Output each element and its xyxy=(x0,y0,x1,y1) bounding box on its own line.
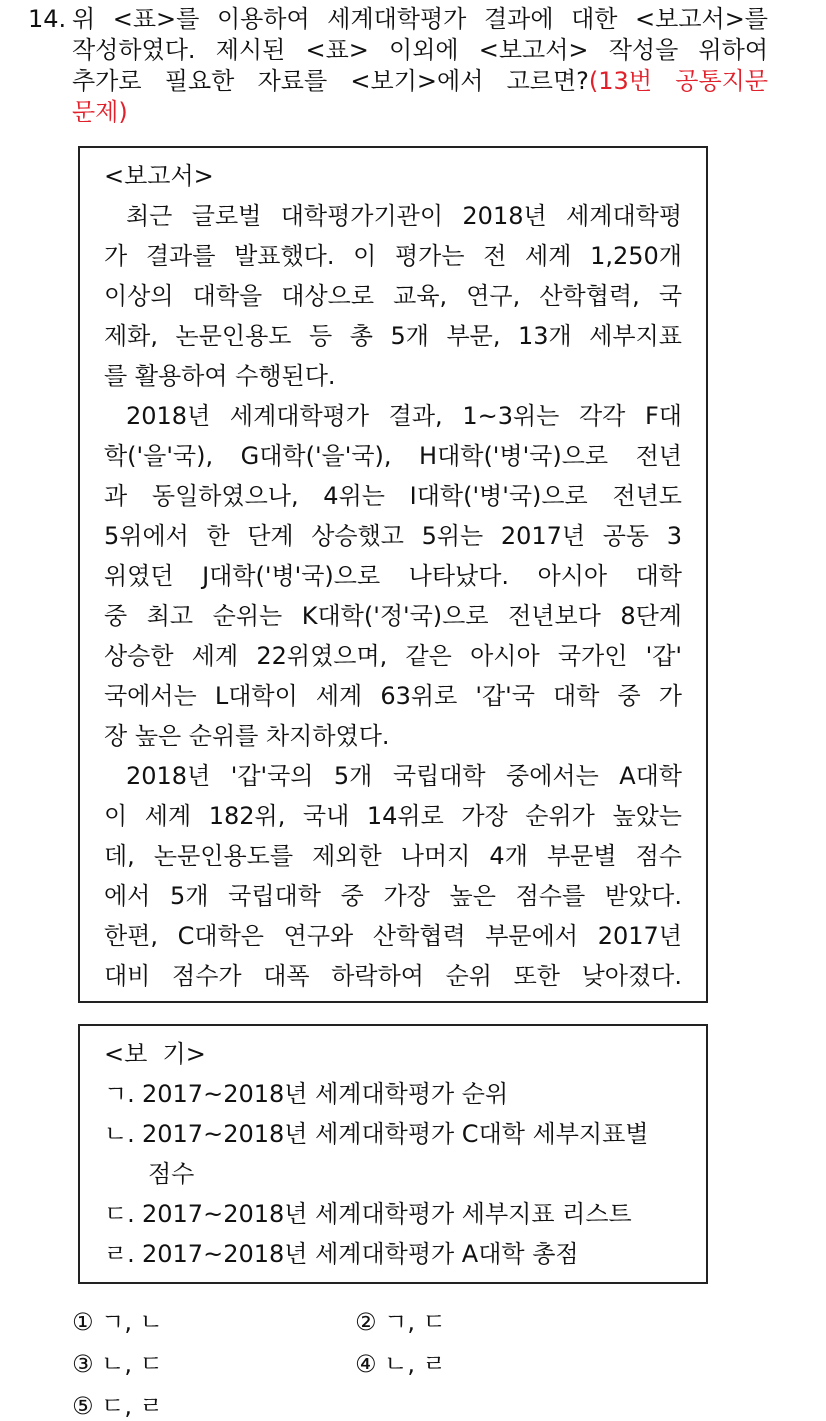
report-line: 중 최고 순위는 K대학('정'국)으로 전년보다 8단계 xyxy=(104,602,682,630)
bogi-item xyxy=(104,1074,682,1114)
report-line: 학('을'국), G대학('을'국), H대학('병'국)으로 전년 xyxy=(104,442,682,470)
question-line xyxy=(72,66,768,97)
choice-4[interactable]: ④ ㄴ, ㄹ xyxy=(355,1350,446,1378)
question xyxy=(28,4,768,128)
report-title: <보고서> xyxy=(104,162,214,190)
bogi-mark: ㄷ. xyxy=(104,1200,135,1228)
report-line: 상승한 세계 22위였으며, 같은 아시아 국가인 '갑' xyxy=(104,642,682,670)
bogi-item xyxy=(104,1234,682,1274)
report-line: 장 높은 순위를 차지하였다. xyxy=(104,722,390,750)
report-line: 이상의 대학을 대상으로 교육, 연구, 산학협력, 국 xyxy=(104,282,682,310)
report-line: 과 동일하였으나, 4위는 I대학('병'국)으로 전년도 xyxy=(104,482,682,510)
bogi-mark: ㄹ. xyxy=(104,1240,135,1268)
bogi-title: <보 기> xyxy=(104,1040,206,1068)
report-line: 이 세계 182위, 국내 14위로 가장 순위가 높았는 xyxy=(104,802,682,830)
report-line: 한편, C대학은 연구와 산학협력 부문에서 2017년 xyxy=(104,922,682,950)
choice-5[interactable]: ⑤ ㄷ, ㄹ xyxy=(72,1392,163,1420)
bogi-item xyxy=(104,1114,682,1154)
question-note-cont: 문제) xyxy=(72,98,128,126)
question-line: 작성하였다. 제시된 <표> 이외에 <보고서> 작성을 위하여 xyxy=(72,36,768,64)
report-line: 위였던 J대학('병'국)으로 나타났다. 아시아 대학 xyxy=(104,562,682,590)
report-line: 데, 논문인용도를 제외한 나머지 4개 부문별 점수 xyxy=(104,842,682,870)
bogi-mark: ㄱ. xyxy=(104,1080,135,1108)
question-note: (13번 공통지문 xyxy=(588,67,768,95)
bogi-text: 2017~2018년 세계대학평가 A대학 총점 xyxy=(142,1240,579,1268)
choice-2[interactable]: ② ㄱ, ㄷ xyxy=(355,1308,446,1336)
choice-1[interactable]: ① ㄱ, ㄴ xyxy=(72,1308,163,1336)
report-line: 제화, 논문인용도 등 총 5개 부문, 13개 세부지표 xyxy=(104,322,682,350)
report-line: 2018년 '갑'국의 5개 국립대학 중에서는 A대학 xyxy=(126,762,682,790)
choice-3[interactable]: ③ ㄴ, ㄷ xyxy=(72,1350,163,1378)
report-line: 대비 점수가 대폭 하락하여 순위 또한 낮아졌다. xyxy=(104,962,682,990)
question-line: 위 <표>를 이용하여 세계대학평가 결과에 대한 <보고서>를 xyxy=(72,5,768,33)
bogi-text: 2017~2018년 세계대학평가 순위 xyxy=(142,1080,509,1108)
report-box xyxy=(78,146,708,1003)
bogi-item xyxy=(104,1194,682,1234)
bogi-item-cont: 점수 xyxy=(148,1160,195,1188)
bogi-mark: ㄴ. xyxy=(104,1120,135,1148)
question-text: 추가로 필요한 자료를 <보기>에서 고르면? xyxy=(72,67,589,95)
report-line: 최근 글로벌 대학평가기관이 2018년 세계대학평 xyxy=(126,202,682,230)
report-line: 2018년 세계대학평가 결과, 1~3위는 각각 F대 xyxy=(126,402,682,430)
report-line: 를 활용하여 수행된다. xyxy=(104,362,336,390)
bogi-box xyxy=(78,1024,708,1284)
bogi-text: 2017~2018년 세계대학평가 C대학 세부지표별 xyxy=(142,1120,649,1148)
bogi-text: 2017~2018년 세계대학평가 세부지표 리스트 xyxy=(142,1200,632,1228)
report-line: 에서 5개 국립대학 중 가장 높은 점수를 받았다. xyxy=(104,882,682,910)
question-number: 14. xyxy=(28,5,67,33)
report-line: 국에서는 L대학이 세계 63위로 '갑'국 대학 중 가 xyxy=(104,682,682,710)
report-line: 가 결과를 발표했다. 이 평가는 전 세계 1,250개 xyxy=(104,242,682,270)
report-line: 5위에서 한 단계 상승했고 5위는 2017년 공동 3 xyxy=(104,522,682,550)
